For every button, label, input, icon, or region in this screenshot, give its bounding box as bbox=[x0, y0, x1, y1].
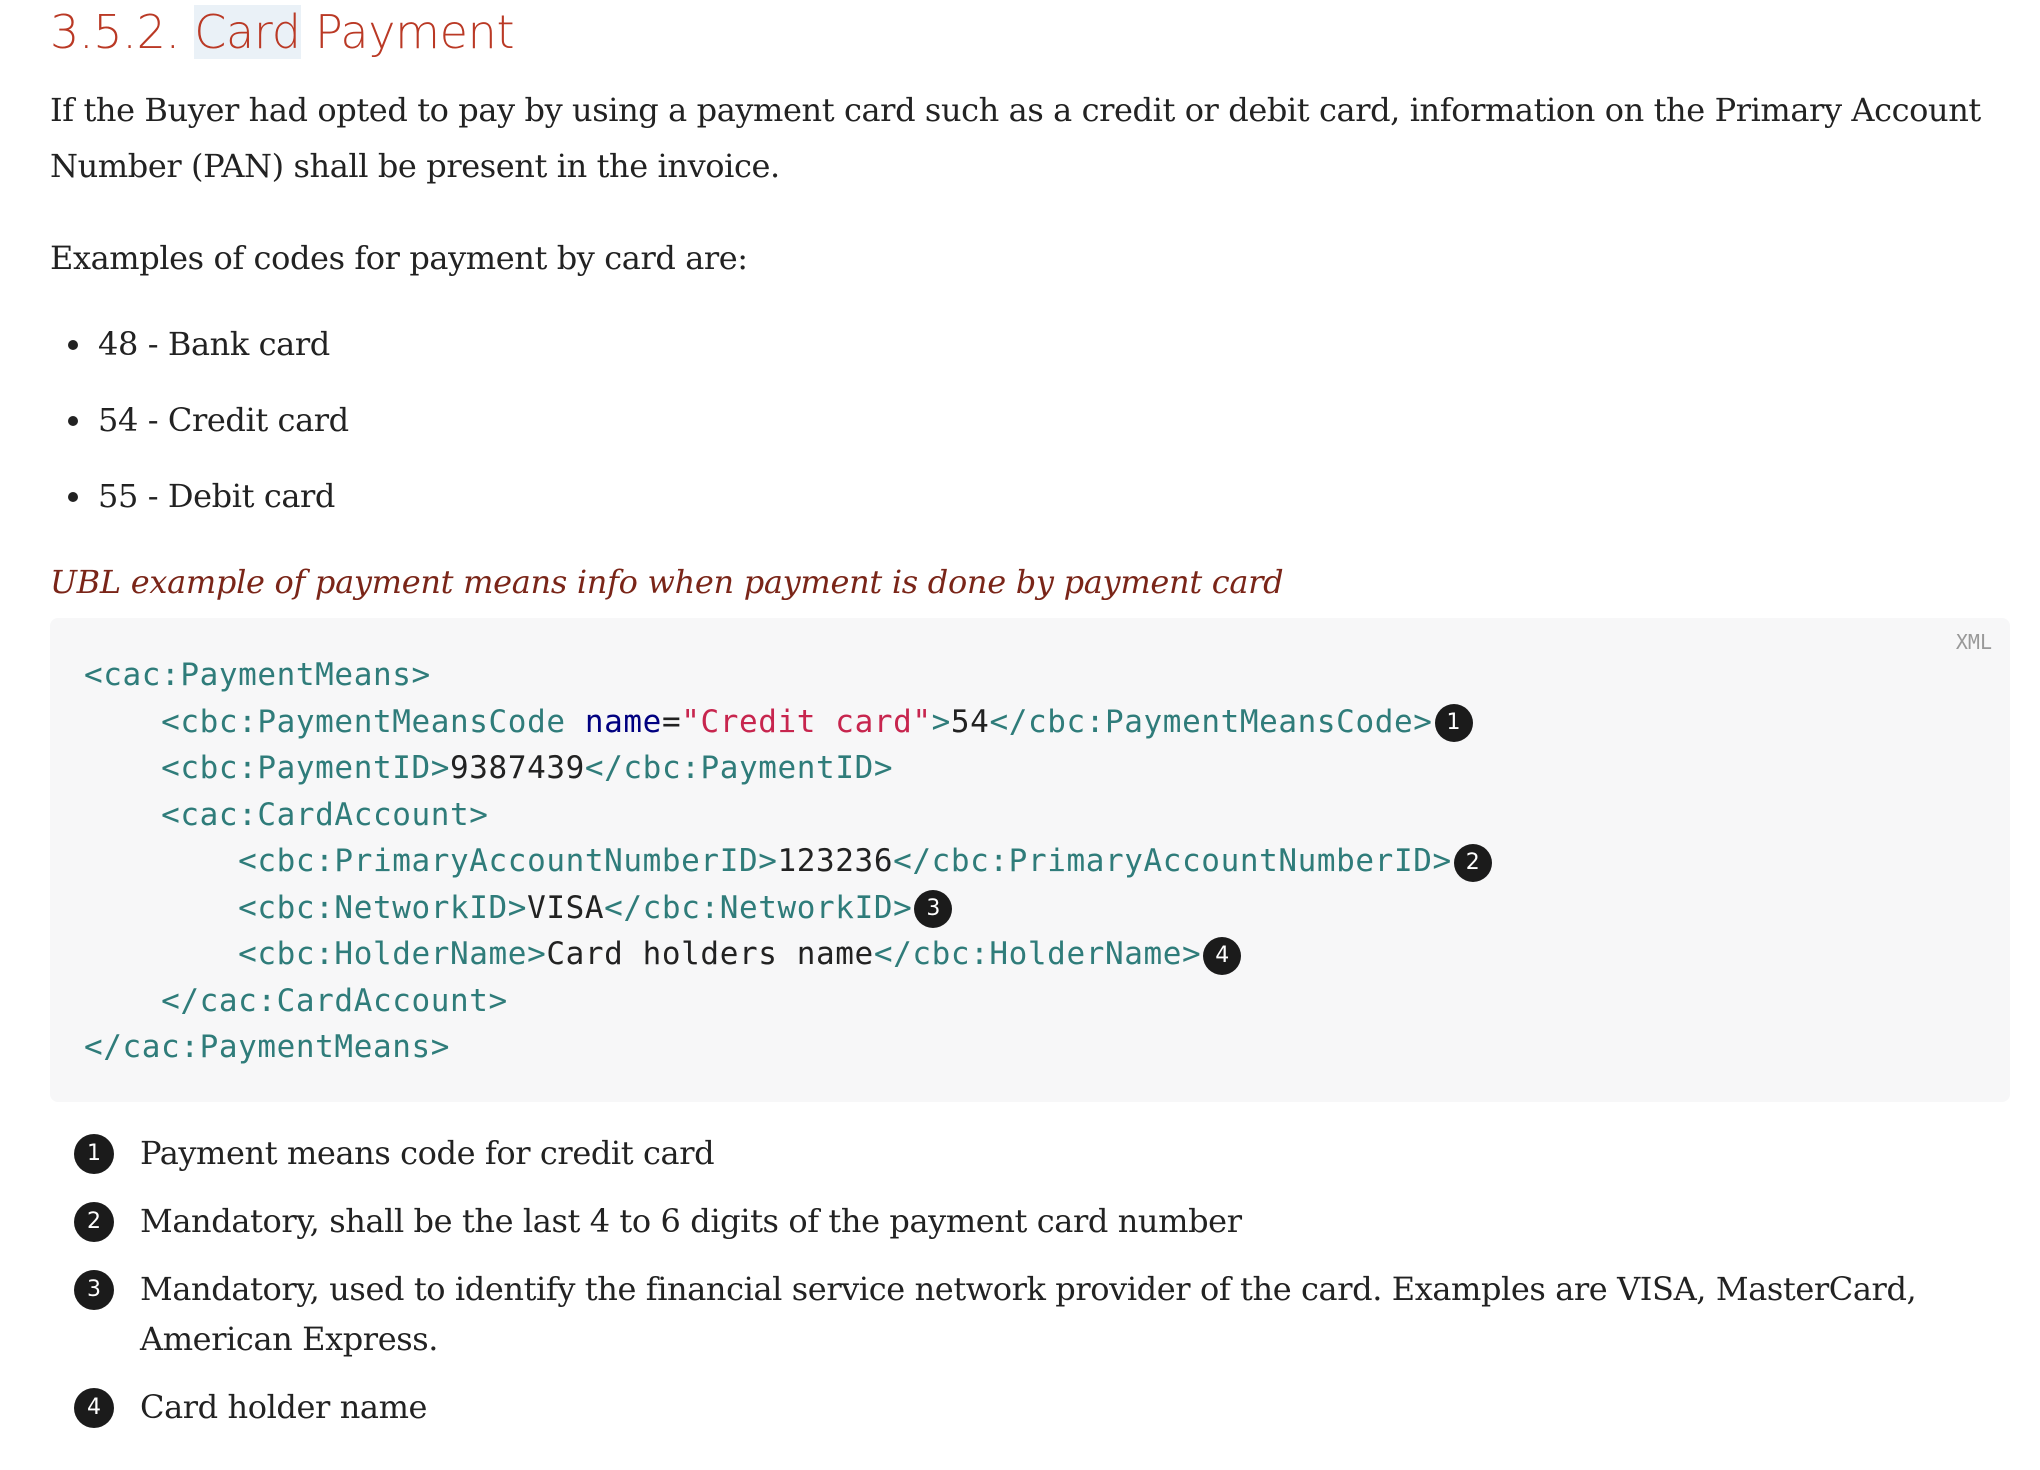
list-item-text: 48 - Bank card bbox=[98, 325, 330, 363]
intro-paragraph: If the Buyer had opted to pay by using a payment card such as a credit or debit card, information on the Primary Account Number (PAN) shall be present in the invoice. bbox=[50, 91, 1981, 185]
callout-number-icon: 4 bbox=[74, 1388, 114, 1428]
section-number: 3.5.2. bbox=[50, 5, 180, 59]
document-page bbox=[50, 0, 2010, 1450]
code-tag: <cac:CardAccount> bbox=[161, 796, 489, 833]
code-eq: = bbox=[661, 703, 682, 740]
list-item-text: 55 - Debit card bbox=[98, 477, 336, 515]
callout-item bbox=[50, 1196, 1940, 1246]
bullet-icon bbox=[68, 416, 78, 426]
code-language-label: XML bbox=[1955, 630, 1992, 654]
callout-text: Mandatory, used to identify the financial service network provider of the card. Examples are VISA, MasterCard, American Express. bbox=[140, 1270, 1917, 1358]
code-tag: <cbc:PaymentMeansCode bbox=[161, 703, 585, 740]
code-content[interactable] bbox=[84, 652, 2010, 1071]
callout-list bbox=[50, 1128, 2010, 1432]
list-item bbox=[50, 474, 2010, 518]
code-caption: UBL example of payment means info when payment is done by payment card bbox=[50, 563, 1284, 601]
code-tag: </cbc:HolderName> bbox=[873, 936, 1202, 972]
callout-item bbox=[50, 1264, 1940, 1364]
code-list bbox=[50, 322, 2010, 518]
callout-item bbox=[50, 1382, 1940, 1432]
code-block[interactable] bbox=[50, 618, 2010, 1102]
section-title-rest: Payment bbox=[314, 5, 515, 59]
code-attr-value: "Credit card" bbox=[681, 703, 932, 740]
code-attr: name bbox=[584, 703, 662, 740]
callout-number-icon: 1 bbox=[74, 1134, 114, 1174]
callout-text: Card holder name bbox=[140, 1388, 428, 1426]
code-text: VISA bbox=[527, 889, 605, 926]
callout-number-icon: 3 bbox=[74, 1270, 114, 1310]
code-tag: </cac:CardAccount> bbox=[161, 982, 508, 1019]
examples-intro: Examples of codes for payment by card are: bbox=[50, 239, 748, 277]
list-item-text: 54 - Credit card bbox=[98, 401, 349, 439]
section-title-highlight: Card bbox=[194, 5, 301, 59]
bullet-icon bbox=[68, 492, 78, 502]
code-tag: <cbc:PaymentID> bbox=[161, 750, 451, 786]
code-text: 9387439 bbox=[450, 750, 585, 786]
code-tag: </cbc:NetworkID> bbox=[604, 889, 913, 926]
callout-badge-2: 2 bbox=[1454, 844, 1492, 882]
list-item bbox=[50, 398, 2010, 442]
code-tag: </cbc:PaymentMeansCode> bbox=[989, 703, 1433, 740]
code-tag: </cac:PaymentMeans> bbox=[84, 1029, 451, 1065]
code-tag: </cbc:PrimaryAccountNumberID> bbox=[893, 843, 1452, 879]
code-tag: > bbox=[931, 703, 951, 740]
code-text: 54 bbox=[950, 703, 990, 740]
code-text: Card holders name bbox=[546, 936, 874, 972]
callout-badge-3: 3 bbox=[914, 890, 952, 928]
section-title bbox=[50, 2, 2010, 62]
callout-text: Mandatory, shall be the last 4 to 6 digits of the payment card number bbox=[140, 1202, 1242, 1240]
code-tag: <cbc:NetworkID> bbox=[238, 889, 528, 926]
code-tag: <cac:PaymentMeans> bbox=[84, 657, 431, 693]
code-tag: </cbc:PaymentID> bbox=[584, 750, 894, 786]
callout-badge-4: 4 bbox=[1203, 937, 1241, 975]
callout-item bbox=[50, 1128, 1940, 1178]
code-text: 123236 bbox=[777, 843, 894, 879]
callout-badge-1: 1 bbox=[1435, 704, 1473, 742]
list-item bbox=[50, 322, 2010, 366]
callout-number-icon: 2 bbox=[74, 1202, 114, 1242]
code-tag: <cbc:HolderName> bbox=[238, 936, 547, 972]
bullet-icon bbox=[68, 340, 78, 350]
code-tag: <cbc:PrimaryAccountNumberID> bbox=[238, 843, 778, 879]
callout-text: Payment means code for credit card bbox=[140, 1134, 715, 1172]
